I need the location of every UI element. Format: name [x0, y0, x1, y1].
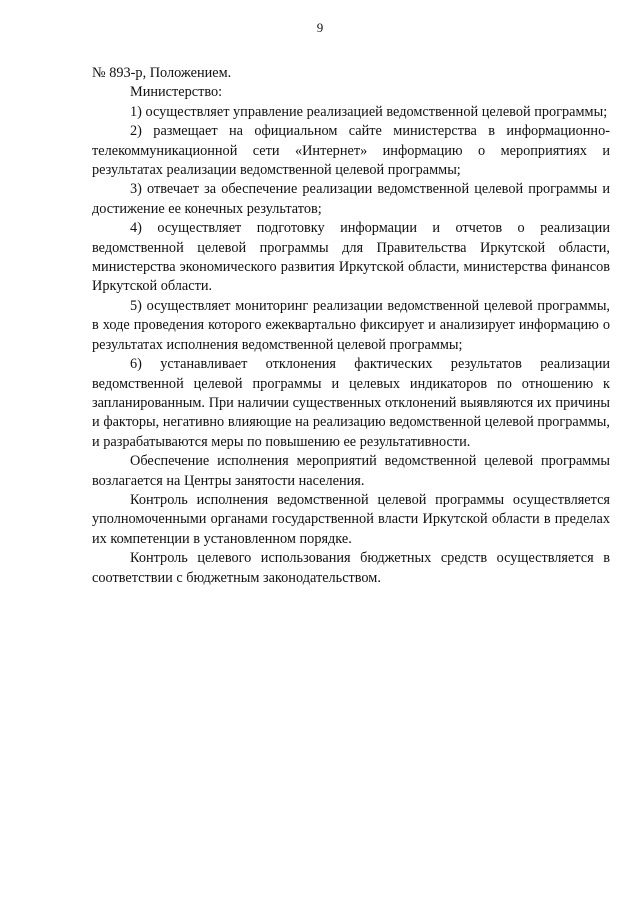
- paragraph-1: № 893-р, Положением.: [92, 65, 232, 81]
- document-body: [92, 64, 610, 588]
- paragraph-7: 5) осуществляет мониторинг реализации ведомственной целевой программы, в ходе проведения которого ежеквартально фиксирует и анализирует информацию о результатах исполнения ведомственной целевой программы;: [92, 297, 610, 353]
- paragraph-5: 3) отвечает за обеспечение реализации ведомственной целевой программы и достижение ее конечных результатов;: [92, 181, 610, 217]
- page-number: 9: [316, 20, 324, 35]
- paragraph-11: Контроль целевого использования бюджетных средств осуществляется в соответствии с бюджетным законодательством.: [92, 550, 610, 586]
- paragraph-2: Министерство:: [130, 84, 223, 101]
- paragraph-10: Контроль исполнения ведомственной целевой программы осуществляется уполномоченными органами государственной власти Иркутской области в пределах их компетенции в установленном порядке.: [92, 491, 610, 547]
- paragraph-3: 1) осуществляет управление реализацией ведомственной целевой программы;: [130, 103, 608, 120]
- paragraph-9: Обеспечение исполнения мероприятий ведомственной целевой программы возлагается на Центры занятости населения.: [92, 453, 610, 489]
- paragraph-6: 4) осуществляет подготовку информации и отчетов о реализации ведомственной целевой программы для Правительства Иркутской области, министерства экономического развития Иркутской области, министерства финансов Иркутской области.: [92, 220, 610, 295]
- paragraph-4: 2) размещает на официальном сайте министерства в информационно-телекоммуникационной сети «Интернет» информацию о мероприятиях и результатах реализации ведомственной целевой программы;: [92, 123, 610, 179]
- paragraph-8: 6) устанавливает отклонения фактических результатов реализации ведомственной целевой программы и целевых индикаторов по отношению к запланированным. При наличии существенных отклонений выявляются их причины и факторы, негативно влияющие на реализацию ведомственной целевой программы, и разрабатываются меры по повышению ее результативности.: [92, 356, 610, 450]
